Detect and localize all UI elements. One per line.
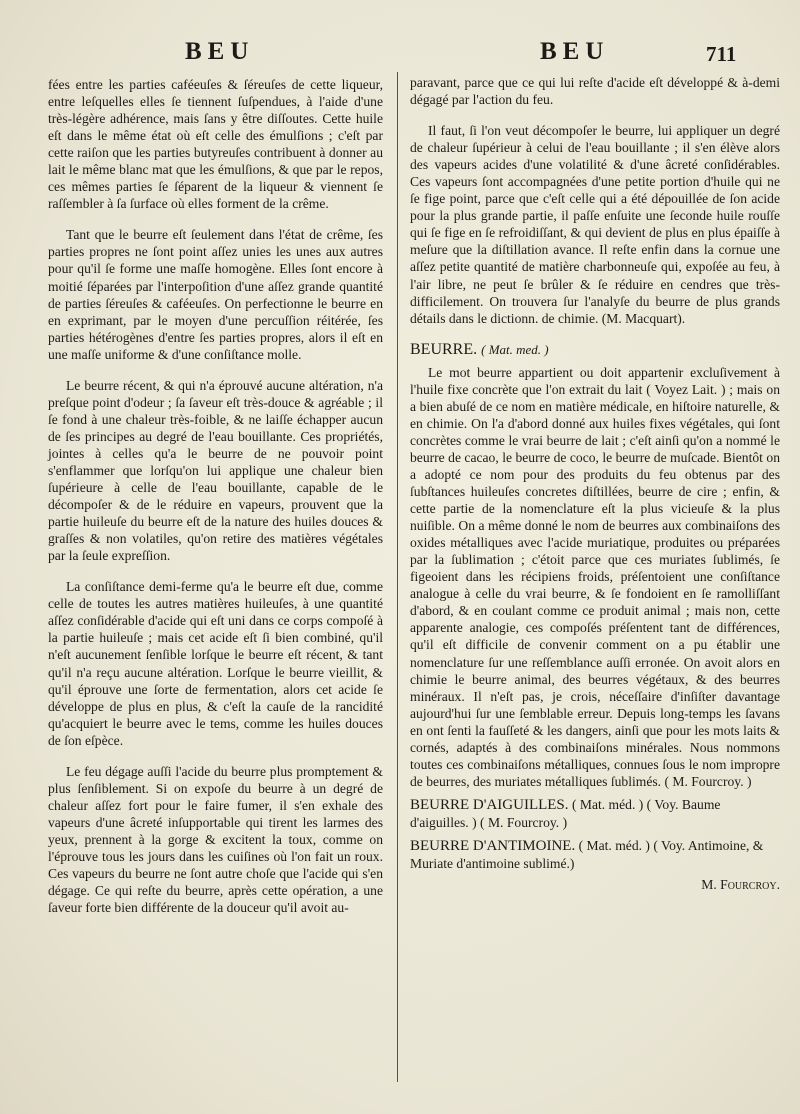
- right-paragraph: Le mot beurre appartient ou doit appartenir excluſivement à l'huile fixe concrète que l'on extrait du lait ( Voyez Lait. ) ; mais on a bien abuſé de ce nom en matière médicale, en hiſtoire naturelle, & en chimie. On l'a d'abord donné aux huiles fixes végétales, qui ſont concrètes comme le vrai beurre de lait ; c'eſt ainſi qu'on a nommé le beurre de cacao, le beurre de coco, le beurre de muſcade. Bientôt on a adopté ce nom pour des produits du feu obtenus par des ſubſtances huileuſes concretes diſtillées, beurre de cire ; enfin, & cette partie de la nomenclature eſt la plus vicieuſe & la plus nuiſible. On a même donné le nom de beurres aux combinaiſons des oxides métalliques avec l'acide muriatique, produites ou préparées par la ſublimation ; c'étoit parce que ces muriates ſublimés, ſe figeoient dans les récipiens froids, préſentoient une conſiſtance analogue à celle du vrai beurre, & ſe fondoient en ſe ramolliſſant d'abord, & en coulant comme ce produit animal ; mais non, cette apparente analogie, ces compoſés préſentent tant de différences, qu'il eſt difficile de convenir comment on a pu établir une nomenclature ſur une reſſemblance auſſi erronée. On avoit alors en chimie le beurre animal, des beurres végétaux, & des beurres minéraux. Il n'eſt pas, je crois, néceſſaire d'inſiſter davantage aujourd'hui ſur une ſemblable erreur. Depuis long-temps les ſavans en ont ſenti la fauſſeté & les dangers, ainſi que pour les mots laits & cornés, adaptés à des combinaiſons minérales. Nous nommons toutes ces combinaiſons métalliques, connues ſous le nom impropre de beurres, des muriates métalliques ſublimés. ( M. Fourcroy. ): [410, 364, 780, 789]
- left-paragraph: fées entre les parties caféeuſes & ſéreuſes de cette liqueur, entre leſquelles elles ſe tiennent ſuſpendues, à l'aide d'une très-légère adhérence, mais ſans y être diſſoutes. Cette huile eſt dans le même état où eſt celle des émulſions ; c'eſt par cette raiſon que les parties butyreuſes contribuent à donner au lait le même blanc mat que les émulſions, & que par le repos, ces mêmes parties ſe ſéparent de la liqueur & viennent ſe raſſembler à ſa ſurface où elles forment de la crême.: [48, 77, 383, 212]
- column-divider: [397, 72, 398, 1082]
- right-paragraph: Il faut, ſi l'on veut décompoſer le beurre, lui appliquer un degré de chaleur ſupérieur à celui de l'eau bouillante ; il s'en élève alors des vapeurs acides d'une volatilité & d'une âcreté conſidérables. Ces vapeurs ſont accompagnées d'une petite portion d'huile qui ne ſe fige point, parce que c'eſt celle qui a été dépouillée de ſon acide pour la plus grande partie, il paſſe enſuite une ſeconde huile rouſſe qui ſe fige en ſe refroidiſſant, & qui devient de plus en plus épaiſſe à meſure que la diſtillation avance. Il reſte enfin dans la cornue une aſſez petite quantité de matière charbonneuſe qui, expoſée au feu, à l'air libre, ne peut ſe brûler & ſe réduire en cendres que très-difficilement. On trouvera ſur l'analyſe du beurre de plus grands détails dans le dictionn. de chimie. (M. Macquart).: [410, 123, 780, 326]
- entry-beurre-aiguilles: [410, 796, 780, 831]
- entry-beurre-antimoine: [410, 837, 780, 872]
- running-head-left: BEU: [185, 38, 255, 65]
- entry-reference: ( Mat. méd. ) ( Voy. Baume d'aiguilles. ) ( M. Fourcroy. ): [410, 796, 721, 830]
- left-paragraph: Le beurre récent, & qui n'a éprouvé aucune altération, n'a preſque point d'odeur ; ſa ſaveur eſt très-douce & agréable ; il ſe fond à une chaleur très-foible, & ne laiſſe échapper aucun de ſes principes au degré de l'eau bouillante. Ces propriétés, jointes à celles qu'a le beurre de ne pouvoir point s'enflammer que lorſqu'on lui applique une chaleur bien ſupérieure à celle de l'eau bouillante, capable de le décompoſer & de le réduire en vapeurs, prouvent que la partie huileuſe du beurre eſt de la nature des huiles douces & graſſes & non volatiles, qu'on retire des matières végétales par la ſeule expreſſion.: [48, 377, 383, 564]
- left-paragraph: La conſiſtance demi-ferme qu'a le beurre eſt due, comme celle de toutes les autres matières huileuſes, à une quantité aſſez conſidérable d'acide qui eſt uni dans ce corps compoſé à la partie huileuſe ; mais cet acide eſt ſi bien combiné, qu'il n'eſt aucunement ſenſible lorſque le beurre eſt récent, & tant qu'il n'a reçu aucune altération. Lorſque le beurre vieillit, & qu'il éprouve une ſorte de fermentation, alors cet acide ſe développe de plus en plus, & c'eſt la cauſe de la rancidité qu'acquiert le beurre avec le tems, comme les huiles douces de ſon eſpèce.: [48, 579, 383, 748]
- entry-reference: ( Mat. méd. ) ( Voy. Antimoine, & Muriate d'antimoine sublimé.): [410, 837, 764, 872]
- right-paragraph: paravant, parce que ce qui lui reſte d'acide eſt développé & à-demi dégagé par l'action du feu.: [410, 75, 780, 108]
- entry-signature: M. Fourcroy.: [701, 877, 780, 893]
- left-paragraph: Tant que le beurre eſt ſeulement dans l'état de crême, ſes parties propres ne ſont point aſſez unies les unes aux autres pour qu'il ſe forme une maſſe homogène. Elles ſont encore à moitié ſéparées par l'interpoſition d'une aſſez grande quantité de parties ſéreuſes & caféeuſes. On perfectionne le beurre en en exprimant, par le moyen d'une percuſſion réitérée, ſes parties hétérogènes d'entre ſes parties propres, alors il eſt en une maſſe uniforme & d'une conſiſtance molle.: [48, 227, 383, 362]
- entry-title-subject: ( Mat. med. ): [481, 341, 549, 357]
- left-paragraph: Le feu dégage auſſi l'acide du beurre plus promptement & plus ſenſiblement. Si on expoſe du beurre à un degré de chaleur aſſez fort pour le faire fumer, il s'en exhale des vapeurs d'une âcreté inſupportable qui tirent les larmes des yeux, prennent à la gorge & excitent la toux, comme on l'éprouve tous les jours dans les cuiſines où l'on fait un roux. Ces vapeurs du beurre ne ſont autre choſe que l'acide qui s'en dégage. Ce qui reſte du beurre, après cette opération, a une ſaveur forte bien différente de la douceur qu'il avoit au-: [48, 763, 383, 916]
- left-column: [48, 76, 383, 916]
- running-head-right: BEU: [540, 38, 610, 65]
- entry-heading: BEURRE D'ANTIMOINE.: [410, 837, 576, 854]
- entry-title-beurre: [410, 341, 780, 358]
- right-column: [410, 74, 780, 893]
- entry-title-text: BEURRE.: [410, 340, 478, 358]
- page-number: 711: [706, 42, 737, 66]
- entry-heading: BEURRE D'AIGUILLES.: [410, 796, 569, 813]
